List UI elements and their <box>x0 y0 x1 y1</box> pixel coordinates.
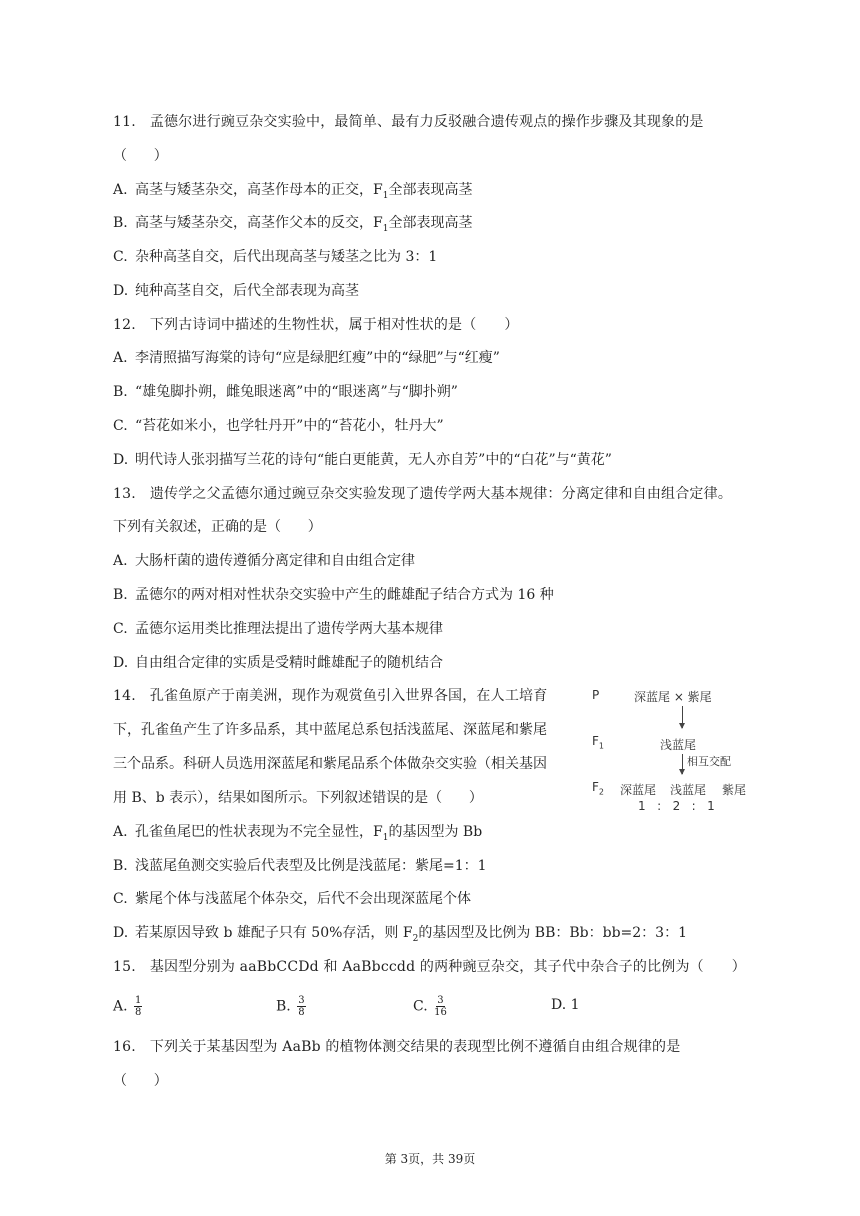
option-label: B. <box>113 215 128 231</box>
f2-phenotype-light-blue: 浅蓝尾 <box>670 783 707 797</box>
option-label: C. <box>113 249 128 265</box>
q15-option-a[interactable] <box>113 995 142 1018</box>
option-label: D. <box>113 655 129 671</box>
f2-phenotype-deep-blue: 深蓝尾 <box>620 783 657 797</box>
q11-stem: 11. 孟德尔进行豌豆杂交实验中，最简单、最有力反驳融合遗传观点的操作步骤及其现象的是 <box>113 114 704 130</box>
option-label: B. <box>113 587 128 603</box>
q11-option-a[interactable]: A. 高茎与矮茎杂交，高茎作母本的正交，$F_1$全部表现高茎 <box>113 182 473 201</box>
option-label: A. <box>113 824 128 840</box>
option-label: D. <box>113 283 129 299</box>
mating-label: 相互交配 <box>687 755 731 768</box>
fraction: $\frac{3}{16}$ <box>434 995 447 1018</box>
option-label: A. <box>113 553 128 569</box>
page-footer: 第 3页，共 39页 <box>384 1152 476 1166</box>
q12-option-d[interactable]: D. 明代诗人张羽描写兰花的诗句“能白更能黄，无人亦自芳”中的“白花”与“黄花” <box>113 452 612 468</box>
f1-phenotype: 浅蓝尾 <box>660 738 697 752</box>
q12-option-b[interactable]: B. “雄兔脚扑朔，雌兔眼迷离”中的“眼迷离”与“脚扑朔” <box>113 384 458 400</box>
option-label: D. <box>113 452 129 468</box>
q14-option-b[interactable]: B. 浅蓝尾鱼测交实验后代表型及比例是浅蓝尾：紫尾=1：1 <box>113 858 487 874</box>
option-label: A. <box>113 998 128 1015</box>
q12-stem: 12. 下列古诗词中描述的生物性状，属于相对性状的是（ ） <box>113 317 519 333</box>
f2-phenotype-purple: 紫尾 <box>722 783 747 797</box>
down-arrow-icon <box>682 754 683 774</box>
q14-option-c[interactable]: C. 紫尾个体与浅蓝尾个体杂交，后代不会出现深蓝尾个体 <box>113 891 471 907</box>
q16-stem: 16. 下列关于某基因型为 AaBb 的植物体测交结果的表现型比例不遵循自由组合规律的是 <box>113 1039 681 1055</box>
q13-option-b[interactable]: B. 孟德尔的两对相对性状杂交实验中产生的雌雄配子结合方式为 16 种 <box>113 587 554 603</box>
parent-cross: 深蓝尾 × 紫尾 <box>634 690 712 704</box>
option-label: D. <box>113 925 129 941</box>
q14-stem-line1: 14. 孔雀鱼原产于南美洲，现作为观赏鱼引入世界各国，在人工培育 <box>113 688 548 704</box>
q11-option-d[interactable]: D. 纯种高茎自交，后代全部表现为高茎 <box>113 283 359 299</box>
option-label: B. <box>113 858 128 874</box>
generation-p-label: P <box>592 688 600 702</box>
q13-option-a[interactable]: A. 大肠杆菌的遗传遵循分离定律和自由组合定律 <box>113 553 415 569</box>
option-label: C. <box>113 891 128 907</box>
q14-option-d[interactable]: D. 若某原因导致 b 雄配子只有 50%存活，则 $F_2$的基因型及比例为 BB：Bb：bb=2：3：1 <box>113 925 687 944</box>
option-label: B. <box>276 998 291 1015</box>
option-label: C. <box>113 621 128 637</box>
option-label: C. <box>413 998 428 1015</box>
cross-diagram <box>590 686 760 816</box>
q15-option-d[interactable]: D. 1 <box>551 997 580 1013</box>
q14-stem-line4: 用 B、b 表示），结果如图所示。下列叙述错误的是（ ） <box>113 790 483 806</box>
q15-option-c[interactable] <box>413 995 447 1018</box>
fraction: $\frac{1}{8}$ <box>135 995 142 1018</box>
q16-paren: （ ） <box>113 1073 168 1089</box>
f2-ratio: 1 : 2 : 1 <box>638 799 715 813</box>
option-label: C. <box>113 418 128 434</box>
generation-f1-label: $F_1$ <box>592 734 604 751</box>
q15-option-b[interactable] <box>276 995 306 1018</box>
q13-stem-line2: 下列有关叙述，正确的是（ ） <box>113 519 322 535</box>
option-label: B. <box>113 384 128 400</box>
q13-stem-line1: 13. 遗传学之父孟德尔通过豌豆杂交实验发现了遗传学两大基本规律：分离定律和自由组合定律。 <box>113 486 733 502</box>
q13-option-c[interactable]: C. 孟德尔运用类比推理法提出了遗传学两大基本规律 <box>113 621 443 637</box>
q11-option-c[interactable]: C. 杂种高茎自交，后代出现高茎与矮茎之比为 3：1 <box>113 249 438 265</box>
fraction: $\frac{3}{8}$ <box>298 995 305 1018</box>
option-label: A. <box>113 350 128 366</box>
q13-option-d[interactable]: D. 自由组合定律的实质是受精时雌雄配子的随机结合 <box>113 655 443 671</box>
generation-f2-label: $F_2$ <box>592 780 604 797</box>
q14-option-a[interactable]: A. 孔雀鱼尾巴的性状表现为不完全显性，$F_1$的基因型为 Bb <box>113 824 483 843</box>
down-arrow-icon <box>682 706 683 728</box>
option-label: A. <box>113 182 128 198</box>
q11-paren: （ ） <box>113 148 168 164</box>
q12-option-a[interactable]: A. 李清照描写海棠的诗句“应是绿肥红瘦”中的“绿肥”与“红瘦” <box>113 350 500 366</box>
q12-option-c[interactable]: C. “苔花如米小，也学牡丹开”中的“苔花小，牡丹大” <box>113 418 444 434</box>
q11-option-b[interactable]: B. 高茎与矮茎杂交，高茎作父本的反交，$F_1$全部表现高茎 <box>113 215 473 234</box>
q15-stem: 15. 基因型分别为 aaBbCCDd 和 AaBbccdd 的两种豌豆杂交，其子代中杂合子的比例为（ ） <box>113 959 746 975</box>
q14-stem-line2: 下，孔雀鱼产生了许多品系，其中蓝尾总系包括浅蓝尾、深蓝尾和紫尾 <box>113 722 547 738</box>
option-label: D. <box>551 997 567 1013</box>
q14-stem-line3: 三个品系。科研人员选用深蓝尾和紫尾品系个体做杂交实验（相关基因 <box>113 756 547 772</box>
